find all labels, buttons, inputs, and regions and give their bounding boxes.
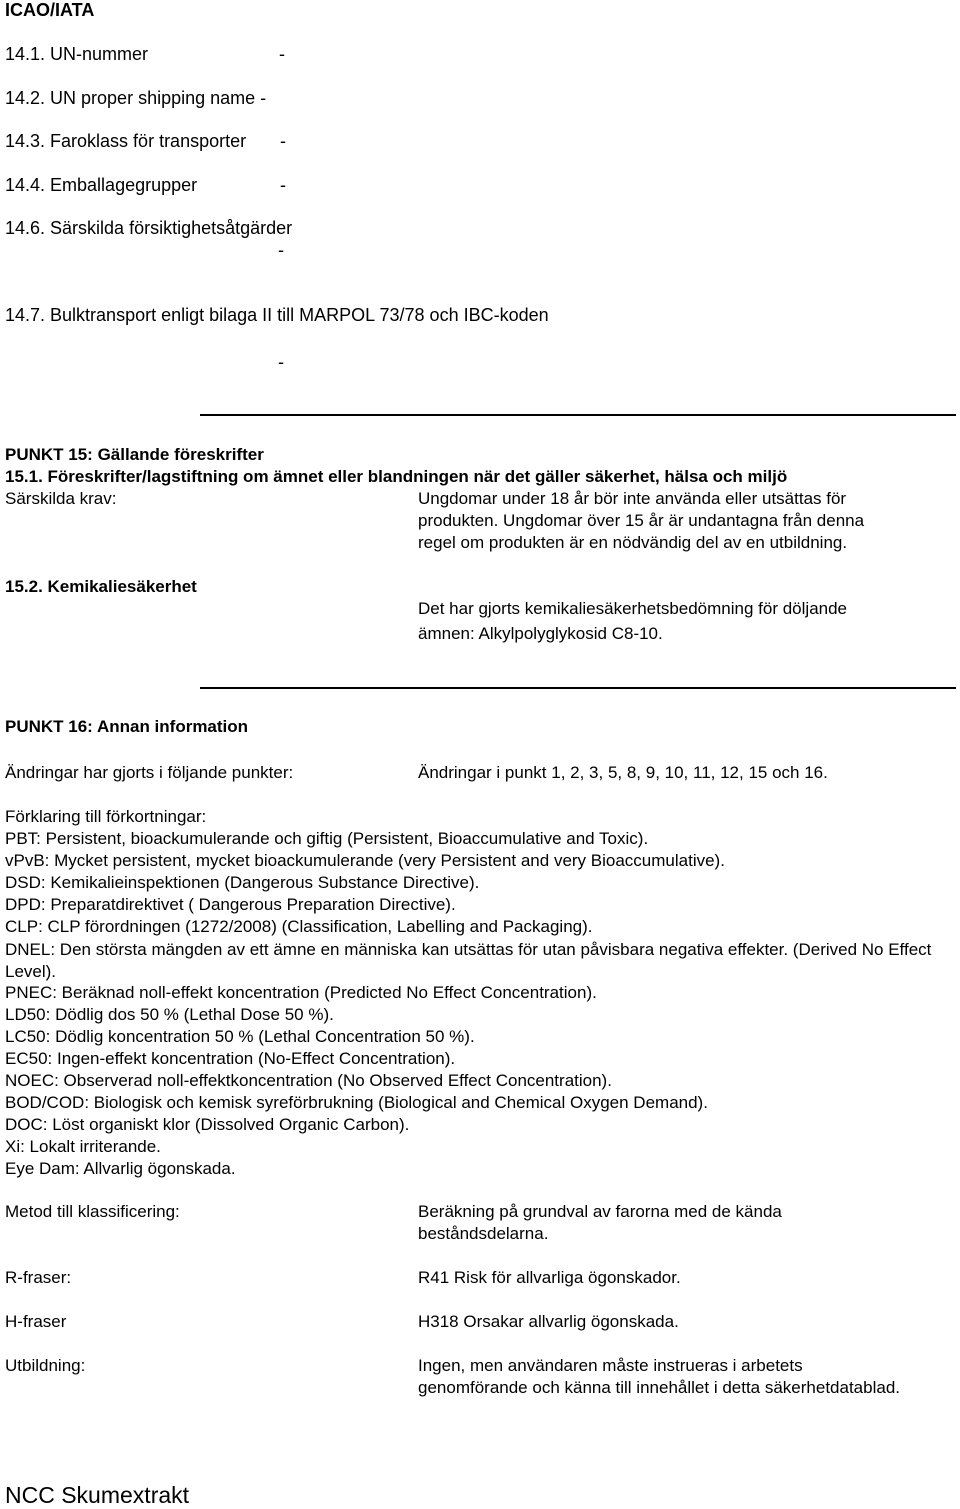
abbreviation-item: LC50: Dödlig koncentration 50 % (Lethal Concentration 50 %). [5, 1027, 475, 1046]
packing-group-value: - [280, 175, 286, 195]
special-requirements-line-3: regel om produkten är en nödvändig del av en utbildning. [418, 533, 848, 552]
footer-product-name: NCC Skumextrakt [5, 1482, 190, 1508]
bulk-transport-label: 14.7. Bulktransport enligt bilaga II till MARPOL 73/78 och IBC-koden [5, 305, 549, 325]
abbreviation-item: CLP: CLP förordningen (1272/2008) (Classification, Labelling and Packaging). [5, 917, 593, 936]
packing-group-label: 14.4. Emballagegrupper [5, 175, 198, 195]
chemical-safety-line-2: ämnen: Alkylpolyglykosid C8-10. [418, 624, 663, 643]
changes-value: Ändringar i punkt 1, 2, 3, 5, 8, 9, 10, 11, 12, 15 och 16. [418, 763, 828, 782]
h-phrases-label: H-fraser [5, 1312, 67, 1331]
training-label: Utbildning: [5, 1356, 86, 1375]
abbreviation-item: DNEL: Den största mängden av ett ämne en människa kan utsättas för utan påvisbara negativa effekter. (Derived No Effect Level). [5, 940, 932, 981]
shipping-name-label: 14.2. UN proper shipping name - [5, 88, 267, 108]
hazard-class-value: - [280, 131, 286, 151]
un-number-label: 14.1. UN-nummer [5, 44, 149, 64]
section-16-title: PUNKT 16: Annan information [5, 717, 249, 736]
un-number-value: - [279, 44, 285, 64]
abbreviation-item: PBT: Persistent, bioackumulerande och giftig (Persistent, Bioaccumulative and Toxic). [5, 829, 649, 848]
section-heading-icao: ICAO/IATA [5, 0, 95, 20]
r-phrases-label: R-fraser: [5, 1268, 72, 1287]
special-requirements-label: Särskilda krav: [5, 489, 117, 508]
abbreviation-item: BOD/COD: Biologisk och kemisk syreförbrukning (Biological and Chemical Oxygen Demand). [5, 1093, 708, 1112]
abbreviation-item: vPvB: Mycket persistent, mycket bioackumulerande (very Persistent and very Bioaccumulative). [5, 851, 725, 870]
abbreviation-item: DOC: Löst organiskt klor (Dissolved Organic Carbon). [5, 1115, 410, 1134]
section-15-2-title: 15.2. Kemikaliesäkerhet [5, 577, 197, 596]
bulk-transport-value: - [278, 352, 284, 372]
abbreviation-item: LD50: Dödlig dos 50 % (Lethal Dose 50 %). [5, 1005, 334, 1024]
training-line-1: Ingen, men användaren måste instrueras i arbetets [418, 1356, 803, 1375]
method-line-1: Beräkning på grundval av farorna med de kända [418, 1202, 782, 1221]
abbreviation-item: Xi: Lokalt irriterande. [5, 1137, 161, 1156]
special-requirements-line-1: Ungdomar under 18 år bör inte använda eller utsättas för [418, 489, 847, 508]
method-label: Metod till klassificering: [5, 1202, 180, 1221]
section-divider [200, 414, 956, 416]
abbreviations-title: Förklaring till förkortningar: [5, 807, 207, 826]
changes-label: Ändringar har gjorts i följande punkter: [5, 763, 294, 782]
section-15-1-title: 15.1. Föreskrifter/lagstiftning om ämnet eller blandningen när det gäller säkerhet, hälsa och miljö [5, 467, 788, 486]
special-precautions-label: 14.6. Särskilda försiktighetsåtgärder [5, 218, 293, 238]
method-line-2: beståndsdelarna. [418, 1224, 549, 1243]
special-requirements-line-2: produkten. Ungdomar över 15 år är undantagna från denna [418, 511, 865, 530]
abbreviation-item: PNEC: Beräknad noll-effekt koncentration (Predicted No Effect Concentration). [5, 983, 597, 1002]
chemical-safety-line-1: Det har gjorts kemikaliesäkerhetsbedömning för döljande [418, 599, 848, 618]
abbreviation-item: Eye Dam: Allvarlig ögonskada. [5, 1159, 236, 1178]
special-precautions-value: - [278, 240, 284, 260]
abbreviation-item: DSD: Kemikalieinspektionen (Dangerous Substance Directive). [5, 873, 480, 892]
abbreviation-item: EC50: Ingen-effekt koncentration (No-Effect Concentration). [5, 1049, 456, 1068]
abbreviation-item: NOEC: Observerad noll-effektkoncentration (No Observed Effect Concentration). [5, 1071, 612, 1090]
h-phrases-value: H318 Orsakar allvarlig ögonskada. [418, 1312, 679, 1331]
training-line-2: genomförande och känna till innehållet i detta säkerhetdatablad. [418, 1378, 901, 1397]
section-15-title: PUNKT 15: Gällande föreskrifter [5, 445, 264, 464]
hazard-class-label: 14.3. Faroklass för transporter [5, 131, 247, 151]
abbreviation-item: DPD: Preparatdirektivet ( Dangerous Preparation Directive). [5, 895, 456, 914]
r-phrases-value: R41 Risk för allvarliga ögonskador. [418, 1268, 681, 1287]
section-divider [200, 687, 956, 689]
